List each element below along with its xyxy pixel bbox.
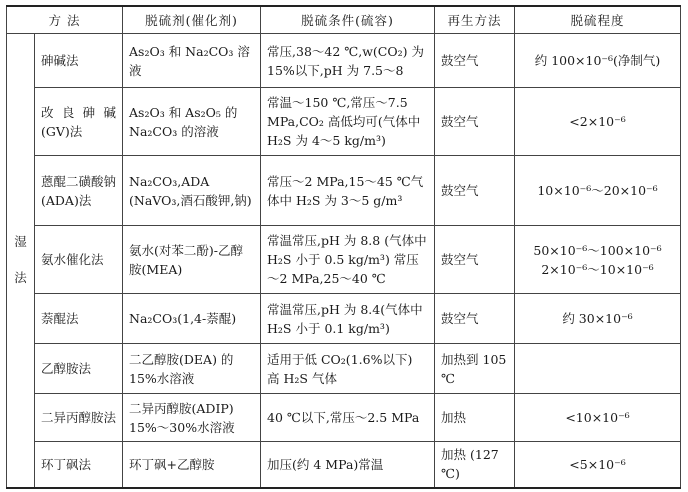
degree-cell: <2×10⁻⁶ — [515, 88, 681, 156]
condition-cell: 适用于低 CO₂(1.6%以下) 高 H₂S 气体 — [261, 344, 435, 394]
category-char-2: 法 — [14, 270, 27, 286]
method-cell: 二异丙醇胺法 — [35, 394, 123, 442]
degree-cell: 10×10⁻⁶～20×10⁻⁶ — [515, 156, 681, 226]
method-cell: 蒽醌二磺酸钠(ADA)法 — [35, 156, 123, 226]
method-cell: 氨水催化法 — [35, 226, 123, 294]
regen-cell: 鼓空气 — [435, 156, 515, 226]
condition-cell: 常压～2 MPa,15～45 ℃气体中 H₂S 为 3～5 g/m³ — [261, 156, 435, 226]
condition-cell: 常温常压,pH 为 8.4(气体中 H₂S 小于 0.1 kg/m³) — [261, 294, 435, 344]
regen-cell: 鼓空气 — [435, 88, 515, 156]
degree-cell: <10×10⁻⁶ — [515, 394, 681, 442]
degree-cell: 约 100×10⁻⁶(净制气) — [515, 34, 681, 88]
header-regen: 再生方法 — [435, 6, 515, 34]
method-cell: 乙醇胺法 — [35, 344, 123, 394]
regen-cell: 鼓空气 — [435, 294, 515, 344]
agent-cell: 环丁砜+乙醇胺 — [123, 442, 261, 488]
regen-cell: 加热到 105 ℃ — [435, 344, 515, 394]
agent-cell: As₂O₃ 和 As₂O₅ 的 Na₂CO₃ 的溶液 — [123, 88, 261, 156]
header-condition: 脱硫条件(硫容) — [261, 6, 435, 34]
category-char-1: 湿 — [14, 234, 27, 250]
condition-cell: 常温～150 ℃,常压～7.5 MPa,CO₂ 高低均可(气体中 H₂S 为 4～5 kg/m³) — [261, 88, 435, 156]
header-agent: 脱硫剂(催化剂) — [123, 6, 261, 34]
category-cell — [7, 34, 35, 488]
degree-cell: 50×10⁻⁶～100×10⁻⁶ 2×10⁻⁶～10×10⁻⁶ — [515, 226, 681, 294]
method-cell: 改良砷碱(GV)法 — [35, 88, 123, 156]
desulfurization-table — [6, 5, 681, 489]
agent-cell: Na₂CO₃,ADA (NaVO₃,酒石酸钾,钠) — [123, 156, 261, 226]
regen-cell: 鼓空气 — [435, 226, 515, 294]
condition-cell: 加压(约 4 MPa)常温 — [261, 442, 435, 488]
regen-cell: 鼓空气 — [435, 34, 515, 88]
regen-cell: 加热 (127 ℃) — [435, 442, 515, 488]
condition-cell: 常压,38～42 ℃,w(CO₂) 为 15%以下,pH 为 7.5～8 — [261, 34, 435, 88]
agent-cell: As₂O₃ 和 Na₂CO₃ 溶液 — [123, 34, 261, 88]
degree-cell: 约 30×10⁻⁶ — [515, 294, 681, 344]
table-row — [7, 226, 681, 294]
regen-cell: 加热 — [435, 394, 515, 442]
table-row — [7, 394, 681, 442]
header-method: 方 法 — [7, 6, 123, 34]
method-cell: 砷碱法 — [35, 34, 123, 88]
header-degree: 脱硫程度 — [515, 6, 681, 34]
table-row — [7, 34, 681, 88]
agent-cell: Na₂CO₃(1,4-萘醌) — [123, 294, 261, 344]
table-row — [7, 156, 681, 226]
table-row — [7, 294, 681, 344]
agent-cell: 二异丙醇胺(ADIP) 15%～30%水溶液 — [123, 394, 261, 442]
method-cell: 环丁砜法 — [35, 442, 123, 488]
degree-cell: <5×10⁻⁶ — [515, 442, 681, 488]
table-row — [7, 88, 681, 156]
table-row — [7, 442, 681, 488]
method-cell: 萘醌法 — [35, 294, 123, 344]
degree-cell — [515, 344, 681, 394]
header-row — [7, 6, 681, 34]
agent-cell: 二乙醇胺(DEA) 的 15%水溶液 — [123, 344, 261, 394]
agent-cell: 氨水(对苯二酚)-乙醇胺(MEA) — [123, 226, 261, 294]
condition-cell: 常温常压,pH 为 8.8 (气体中 H₂S 小于 0.5 kg/m³) 常压～2 MPa,25～40 ℃ — [261, 226, 435, 294]
table-row — [7, 344, 681, 394]
condition-cell: 40 ℃以下,常压～2.5 MPa — [261, 394, 435, 442]
